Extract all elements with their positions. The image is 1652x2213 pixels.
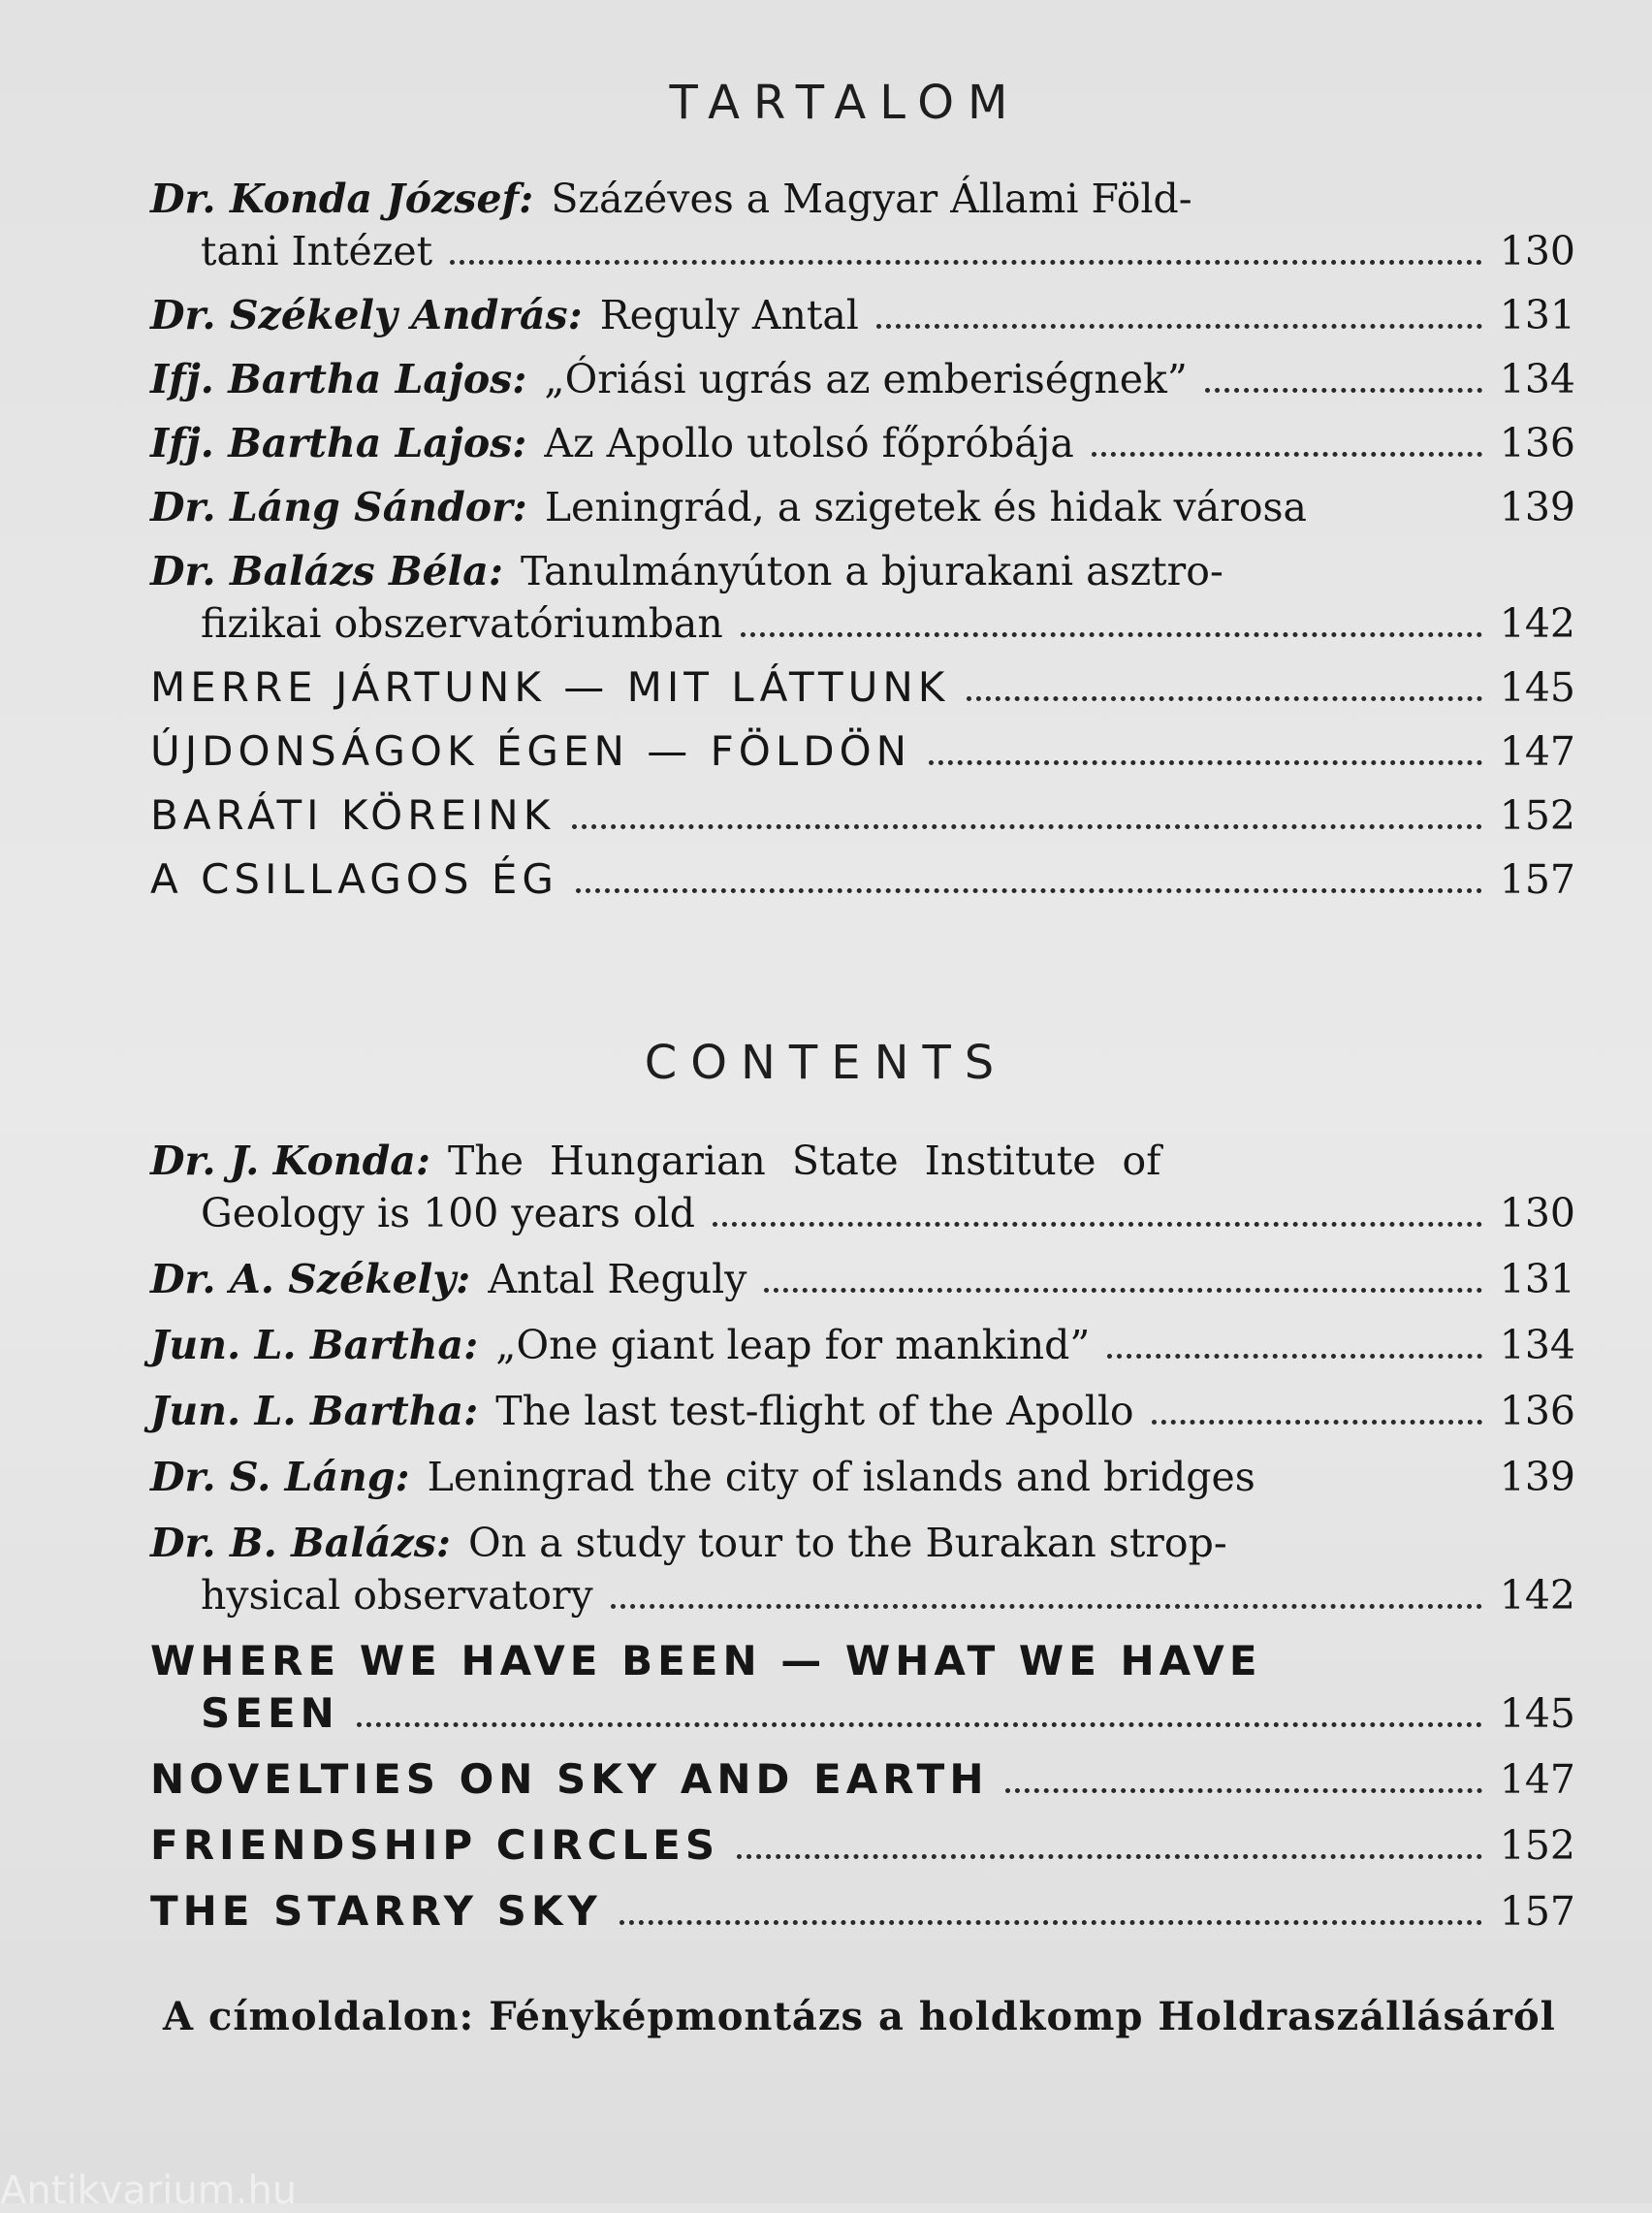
entry-title: The Hungarian State Institute of (447, 1138, 1161, 1184)
entry-page: 145 (1499, 1690, 1575, 1737)
entry-author: Dr. S. Láng: (150, 1454, 410, 1500)
entry-title: THE STARRY SKY (150, 1887, 602, 1935)
entry-page: 157 (1499, 1888, 1575, 1935)
contents-heading: CONTENTS (644, 1036, 1008, 1090)
dot-leader (737, 1854, 1482, 1859)
entry-author: Dr. A. Székely: (150, 1256, 471, 1302)
entry-page: 130 (1499, 228, 1575, 274)
entry-title: „One giant leap for mankind” (495, 1322, 1091, 1368)
watermark: Antikvarium.hu (0, 2168, 298, 2213)
entry-title: FRIENDSHIP CIRCLES (150, 1821, 720, 1869)
entry-title: A CSILLAGOS ÉG (150, 855, 558, 903)
dot-leader (1152, 1420, 1482, 1425)
entry-title: Leningrád, a szigetek és hidak városa (544, 484, 1307, 530)
toc-entry (150, 1451, 1575, 1503)
entry-author: Ifj. Bartha Lajos: (150, 420, 527, 466)
entry-page: 130 (1499, 1190, 1575, 1236)
dot-leader (741, 632, 1482, 637)
entry-title-cont: tani Intézet (201, 228, 433, 274)
entry-title: On a study tour to the Burakan strop- (468, 1520, 1227, 1566)
entry-author: Dr. Székely András: (150, 292, 583, 338)
entry-title: Az Apollo utolsó főpróbája (544, 420, 1074, 466)
dot-leader (572, 824, 1482, 829)
toc-entry (150, 1253, 1575, 1305)
entry-title: MERRE JÁRTUNK — MIT LÁTTUNK (150, 663, 950, 711)
entry-title: Tanulmányúton a bjurakani asztro- (520, 548, 1223, 594)
entry-title: WHERE WE HAVE BEEN — WHAT WE HAVE (150, 1637, 1262, 1684)
entry-page: 131 (1499, 1256, 1575, 1302)
toc-entry (150, 661, 1575, 714)
toc-entry (150, 1885, 1575, 1938)
entry-title: Reguly Antal (599, 292, 859, 338)
entry-title-cont: fizikai obszervatóriumban (201, 600, 723, 647)
entry-author: Dr. J. Konda: (150, 1138, 430, 1184)
dot-leader (1107, 1354, 1482, 1359)
entry-author: Dr. Balázs Béla: (150, 548, 503, 594)
toc-entry (150, 289, 1575, 341)
toc-entry (150, 725, 1575, 778)
entry-title: NOVELTIES ON SKY AND EARTH (150, 1755, 989, 1803)
dot-leader (1005, 1788, 1482, 1793)
dot-leader (967, 696, 1482, 701)
entry-page: 136 (1499, 1388, 1575, 1434)
cover-caption: A címoldalon: Fényképmontázs a holdkomp Holdraszállásáról (163, 1994, 1556, 2039)
entry-page: 136 (1499, 420, 1575, 466)
entry-author: Dr. Konda József: (150, 176, 534, 222)
entry-title-cont: SEEN (201, 1689, 339, 1737)
tartalom-section (150, 173, 1575, 917)
entry-page: 145 (1499, 664, 1575, 711)
dot-leader (876, 324, 1482, 329)
entry-title: The last test-flight of the Apollo (495, 1388, 1134, 1434)
entry-author: Jun. L. Bartha: (150, 1388, 479, 1434)
entry-page: 147 (1499, 728, 1575, 775)
entry-author: Jun. L. Bartha: (150, 1322, 479, 1368)
entry-title: Leningrad the city of islands and bridges (427, 1454, 1255, 1500)
toc-entry (150, 1135, 1575, 1239)
entry-page: 142 (1499, 600, 1575, 647)
dot-leader (1092, 452, 1482, 457)
contents-section (150, 1135, 1575, 1951)
dot-leader (1205, 388, 1482, 393)
entry-title: ÚJDONSÁGOK ÉGEN — FÖLDÖN (150, 727, 912, 775)
dot-leader (576, 888, 1482, 893)
entry-page: 131 (1499, 292, 1575, 338)
toc-entry (150, 353, 1575, 405)
contents-list (150, 1135, 1575, 1938)
entry-page: 157 (1499, 856, 1575, 903)
toc-entry (150, 789, 1575, 842)
toc-entry (150, 481, 1575, 533)
toc-entry (150, 1753, 1575, 1806)
entry-page: 134 (1499, 356, 1575, 402)
dot-leader (929, 760, 1482, 765)
dot-leader (357, 1722, 1482, 1727)
toc-entry (150, 1385, 1575, 1437)
entry-author: Ifj. Bartha Lajos: (150, 356, 527, 402)
entry-title: „Óriási ugrás az emberiségnek” (544, 356, 1188, 402)
entry-title: BARÁTI KÖREINK (150, 791, 556, 839)
tartalom-list (150, 173, 1575, 906)
entry-author: Dr. B. Balázs: (150, 1520, 452, 1566)
entry-page: 139 (1499, 484, 1575, 530)
entry-page: 134 (1499, 1322, 1575, 1368)
entry-page: 142 (1499, 1572, 1575, 1619)
entry-title-cont: Geology is 100 years old (201, 1190, 695, 1236)
dot-leader (620, 1920, 1482, 1925)
entry-title: Antal Reguly (488, 1256, 747, 1302)
toc-entry (150, 1517, 1575, 1621)
toc-entry (150, 1819, 1575, 1872)
entry-page: 152 (1499, 792, 1575, 839)
entry-page: 152 (1499, 1822, 1575, 1869)
toc-entry (150, 1635, 1575, 1740)
entry-page: 139 (1499, 1454, 1575, 1500)
dot-leader (611, 1604, 1482, 1609)
entry-title: Százéves a Magyar Állami Föld- (551, 176, 1192, 222)
toc-entry (150, 853, 1575, 906)
entry-title-cont: hysical observatory (201, 1572, 593, 1619)
toc-entry (150, 417, 1575, 469)
dot-leader (764, 1288, 1482, 1293)
entry-page: 147 (1499, 1756, 1575, 1803)
dot-leader (450, 260, 1482, 265)
tartalom-heading: TARTALOM (669, 76, 1022, 130)
dot-leader (713, 1222, 1482, 1227)
toc-entry (150, 545, 1575, 650)
toc-entry (150, 173, 1575, 277)
entry-author: Dr. Láng Sándor: (150, 484, 527, 530)
toc-entry (150, 1319, 1575, 1371)
